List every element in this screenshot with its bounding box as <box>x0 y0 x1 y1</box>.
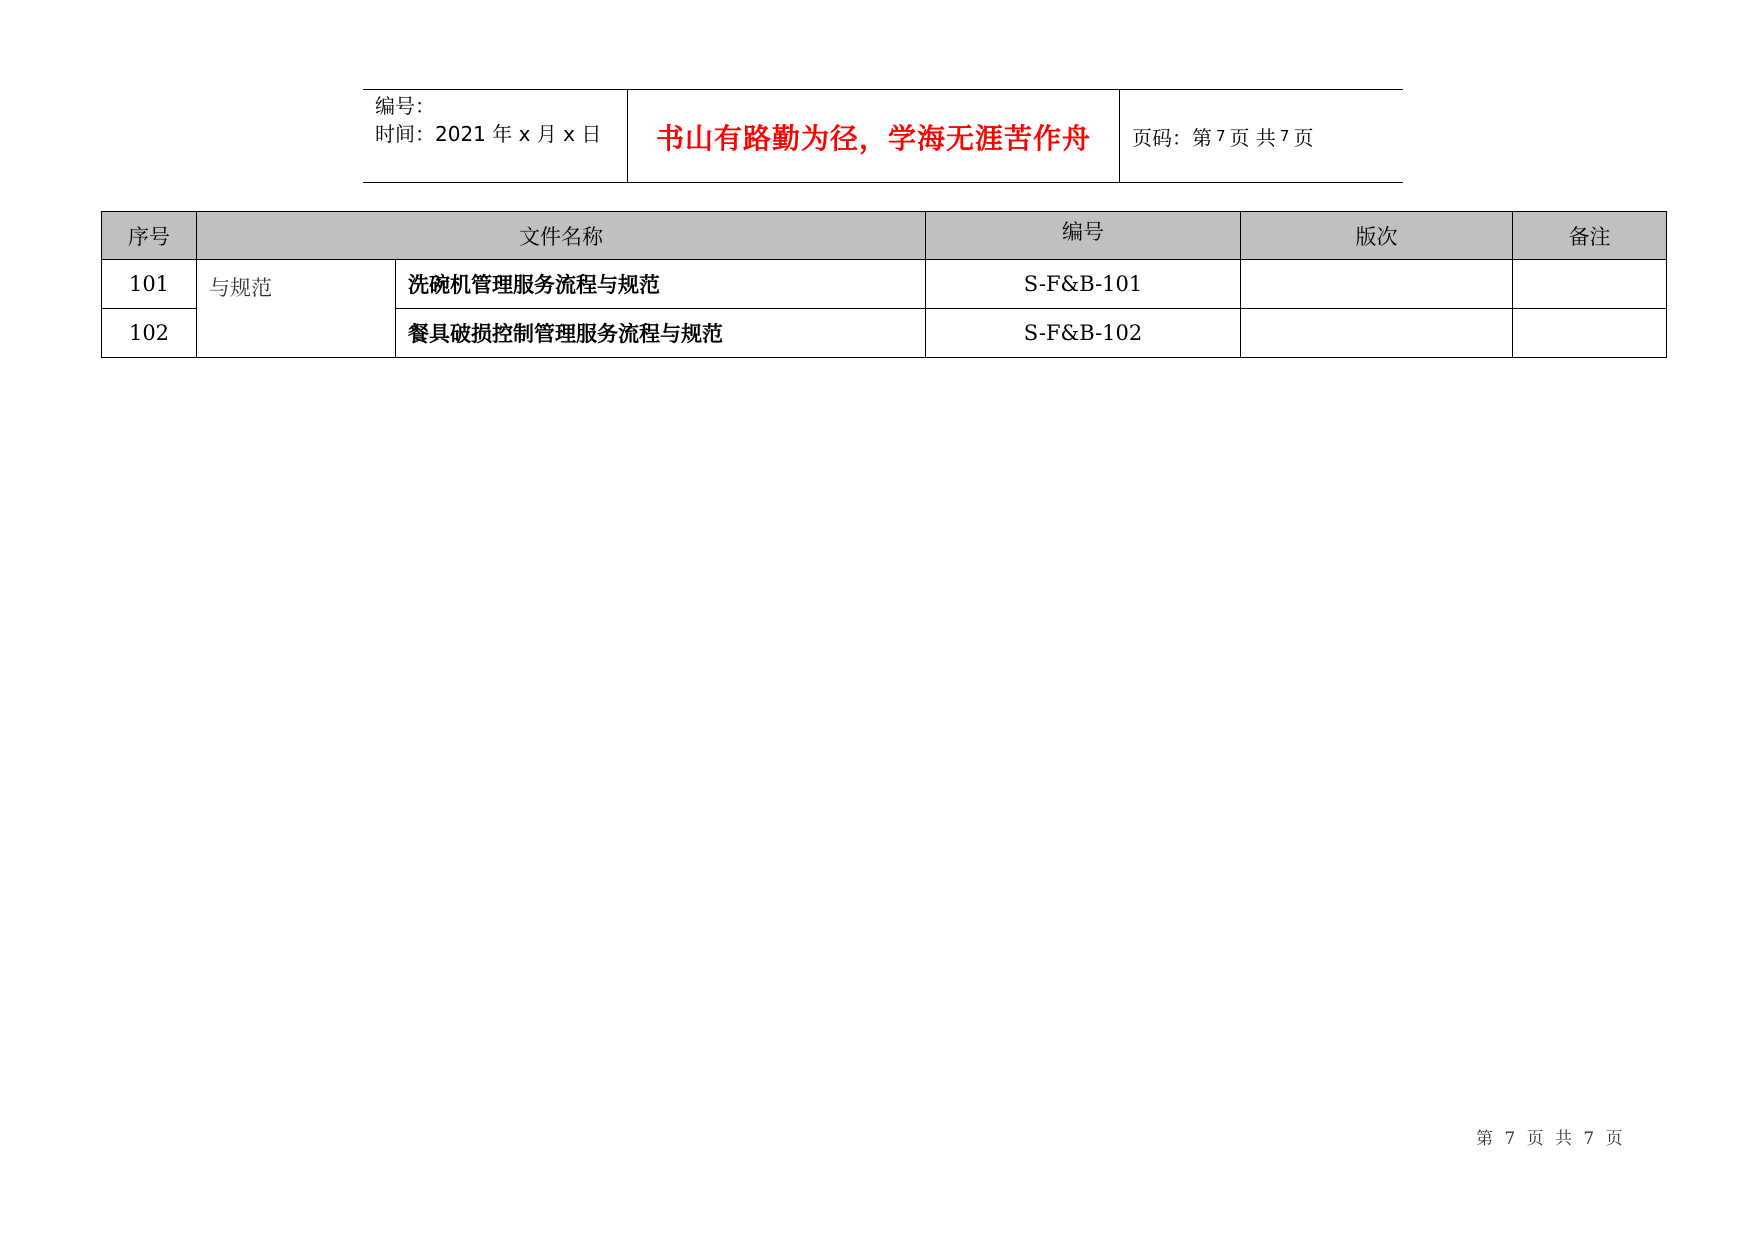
column-header-note: 备注 <box>1513 212 1667 260</box>
column-header-seq: 序号 <box>102 212 197 260</box>
row-file-name: 洗碗机管理服务流程与规范 <box>396 260 926 309</box>
header-motto: 书山有路勤为径，学海无涯苦作舟 <box>628 90 1120 182</box>
row-edition <box>1241 309 1513 358</box>
page-suffix: 页 <box>1293 125 1314 150</box>
row-file-name: 餐具破损控制管理服务流程与规范 <box>396 309 926 358</box>
page-label: 页码：第 <box>1132 125 1212 150</box>
page-current: 7 <box>1216 127 1226 145</box>
row-category: 与规范 <box>197 260 396 358</box>
row-seq: 101 <box>102 260 197 309</box>
row-edition <box>1241 260 1513 309</box>
column-header-code: 编号 <box>926 212 1241 260</box>
document-number-label: 编号： <box>375 94 435 118</box>
row-seq: 102 <box>102 309 197 358</box>
row-note <box>1513 260 1667 309</box>
document-header <box>363 89 1403 183</box>
page-footer: 第 7 页 共 7 页 <box>1476 1129 1623 1149</box>
row-code: S-F&B-101 <box>926 260 1241 309</box>
column-header-edition: 版次 <box>1241 212 1513 260</box>
document-date: 时间：2021 年 x 月 x 日 <box>375 122 602 146</box>
column-header-file-name: 文件名称 <box>197 212 926 260</box>
page-total: 7 <box>1279 127 1290 145</box>
document-list-table <box>101 211 1667 358</box>
page-mid: 页 共 <box>1229 125 1276 150</box>
header-page-info <box>1120 90 1403 182</box>
row-note <box>1513 309 1667 358</box>
header-meta <box>363 90 628 182</box>
row-code: S-F&B-102 <box>926 309 1241 358</box>
table-header-row <box>102 212 1667 260</box>
table-row <box>102 260 1667 309</box>
